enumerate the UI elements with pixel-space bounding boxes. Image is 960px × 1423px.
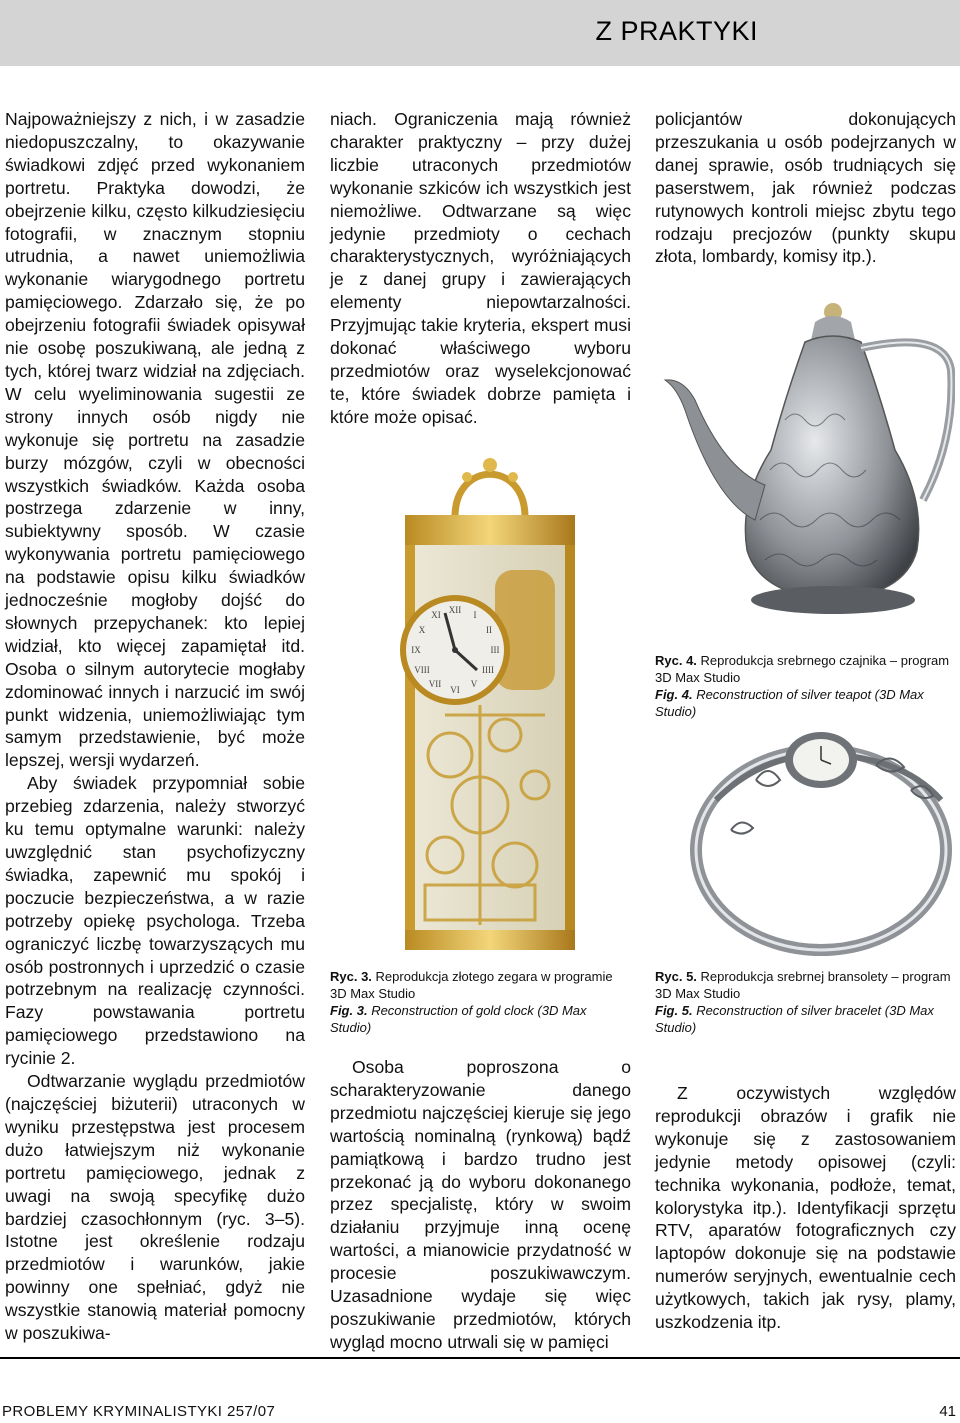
- column-3-top: [655, 108, 956, 268]
- dial-numeral: IIII: [482, 665, 494, 675]
- caption-label: Fig. 3.: [330, 1003, 368, 1018]
- dial-numeral: VII: [428, 679, 442, 689]
- dial-numeral: I: [473, 610, 477, 620]
- paragraph: Najpoważniejszy z nich, i w zasadzie niedopuszczalny, to okazywanie świadkowi zdjęć przed wykonaniem portretu. Praktyka dowodzi, że obejrzenie kilku, często kilkudziesięciu fotografii, w znacznym stopniu utrudnia, a nawet uniemożliwia wykonanie wiarygodnego portretu pamięciowego. Zdarzało się, że po obejrzeniu fotografii świadek opisywał nie osobę poszukiwaną, ale jedną z tych, której twarz widział na zdjęciach. W celu wyeliminowania sugestii ze strony innych osób nigdy nie wykonuje się portretu na zasadzie burzy mózgów, czyli w obecności wszystkich świadków. Każda osoba postrzega zdarzenie w inny, subiektywny sposób. W czasie wykonywania portretu pamięciowego na podstawie opisu kilku świadków jednocześnie mogłoby dojść do słownych przepychanek: kto lepiej widział, kto więcej zapamiętał itd. Osoba o silnym autorytecie mogłaby zdominować innych i narzucić im swój punkt widzenia, uniemożliwiając tym samym przedstawienie, być może lepszej, wersji wydarzeń.: [5, 109, 305, 771]
- caption-text: Reconstruction of silver teapot (3D Max Studio): [655, 687, 924, 719]
- caption-text: Reprodukcja srebrnego czajnika – program 3D Max Studio: [655, 653, 950, 685]
- paragraph: Osoba poproszona o scharakteryzowanie danego przedmiotu najczęściej kieruje się jego wartością nominalną (rynkową) bądź pamiątkową i bardzo trudno jest przekonać ją do wyboru dokonanego przez specjalistę, który w swoim działaniu przyjmuje inną ocenę wartości, a mianowicie przydatność w procesie poszukiwawczym. Uzasadnione wydaje się więc poszukiwanie przedmiotów, których wygląd mocno utrwali się w pamięci: [330, 1057, 631, 1352]
- silver-teapot-image: [655, 300, 955, 625]
- dial-numeral: VIII: [414, 665, 430, 675]
- teapot-caption: [655, 652, 955, 720]
- caption-text: Reprodukcja złotego zegara w programie 3D Max Studio: [330, 969, 613, 1001]
- column-3-bottom: [655, 1082, 956, 1334]
- section-title: Z PRAKTYKI: [595, 16, 758, 46]
- dial-numeral: X: [418, 625, 426, 635]
- dial-numeral: II: [486, 625, 492, 635]
- caption-label: Ryc. 4.: [655, 653, 697, 668]
- gold-clock-figure: [385, 455, 595, 955]
- caption-text: Reprodukcja srebrnej bransolety – program 3D Max Studio: [655, 969, 951, 1001]
- paragraph: policjantów dokonujących przeszukania u osób podejrzanych w danej sprawie, osób trudniących się paserstwem, jak również podczas rutynowych kontroli miejsc zbytu tego rodzaju precjozów (punkty skupu złota, lombardy, komisy itp.).: [655, 109, 956, 267]
- dial-numeral: IX: [411, 645, 421, 655]
- paragraph: niach. Ograniczenia mają również charakter praktyczny – przy dużej liczbie utraconych przedmiotów wykonanie szkiców ich wszystkich jest niemożliwe. Odtwarzane są więc jedynie przedmioty o cechach charakterystycznych, wyróżniających je z danej grupy i zawierających elementy niepowtarzalności. Przyjmując takie kryteria, ekspert musi dokonać właściwego wyboru przedmiotów oraz wyselekcjonować te, które świadek dobrze pamięta i które może opisać.: [330, 109, 631, 427]
- dial-numeral: XI: [431, 610, 441, 620]
- column-2-bottom: [330, 1056, 631, 1354]
- silver-bracelet-image: [686, 720, 956, 960]
- caption-text: Reconstruction of gold clock (3D Max Studio): [330, 1003, 587, 1035]
- caption-label: Fig. 4.: [655, 687, 693, 702]
- paragraph: Odtwarzanie wyglądu przedmiotów (najczęściej biżuterii) utraconych w wyniku przestępstwa jest procesem dużo łatwiejszym niż wykonanie portretu pamięciowego, jednak z uwagi na swoją specyfikę dużo bardziej czasochłonnym (ryc. 3–5). Istotne jest określenie rodzaju przedmiotów i warunków, jakie powinny one spełniać, gdyż nie wszystkie stanowią materiał pomocny w poszukiwa-: [5, 1071, 305, 1344]
- silver-teapot-figure: [655, 300, 955, 625]
- page-number: 41: [939, 1403, 956, 1420]
- bracelet-caption: [655, 968, 955, 1036]
- gold-clock-image: [385, 455, 595, 955]
- dial-numeral: V: [470, 679, 478, 689]
- footer-divider: [0, 1357, 960, 1359]
- column-1: [5, 108, 305, 1345]
- silver-bracelet-figure: [686, 720, 956, 960]
- caption-label: Ryc. 5.: [655, 969, 697, 984]
- dial-numeral: VI: [450, 685, 460, 695]
- clock-caption: [330, 968, 630, 1036]
- caption-label: Ryc. 3.: [330, 969, 372, 984]
- caption-text: Reconstruction of silver bracelet (3D Max Studio): [655, 1003, 934, 1035]
- dial-numeral: III: [490, 645, 500, 655]
- paragraph: Z oczywistych względów reprodukcji obrazów i grafik nie wykonuje się z zastosowaniem jedynie metody opisowej (czyli: technika wykonania, podłoże, temat, kolorystyka itp.). Identyfikacji sprzętu RTV, aparatów fotograficznych czy laptopów dokonuje się na podstawie numerów seryjnych, ewentualnie cech użytkowych, takich jak rysy, plamy, uszkodzenia itp.: [655, 1083, 956, 1333]
- dial-numeral: XII: [448, 605, 462, 615]
- caption-label: Fig. 5.: [655, 1003, 693, 1018]
- paragraph: Aby świadek przypomniał sobie przebieg zdarzenia, należy stworzyć ku temu optymalne warunki: należy uwzględnić stan psychofizyczny świadka, zapewnić mu spokój i poczucie bezpieczeństwa, a w razie potrzeby opiekę psychologa. Trzeba ograniczyć liczbę towarzyszących mu osób postronnych i uprzedzić o czasie potrzebnym na realizację czynności. Fazy powstawania portretu pamięciowego przedstawiono na rycinie 2.: [5, 773, 305, 1069]
- column-2-top: [330, 108, 631, 429]
- journal-title: PROBLEMY KRYMINALISTYKI 257/07: [2, 1403, 276, 1420]
- page-header: [0, 0, 960, 66]
